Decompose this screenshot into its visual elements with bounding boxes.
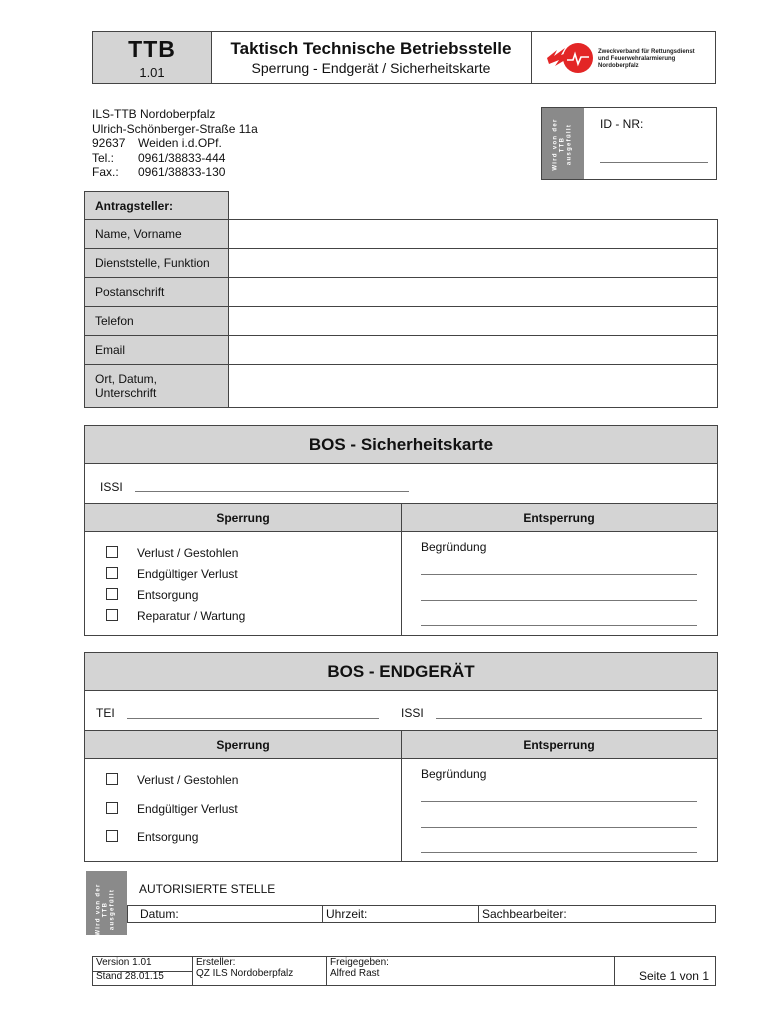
- column-divider: [401, 730, 402, 861]
- card-reason-line[interactable]: [421, 574, 697, 575]
- phone-field[interactable]: [229, 306, 718, 336]
- auth-date-field[interactable]: [128, 906, 323, 922]
- office-use-note: Wird von der TTB ausgefüllt: [95, 883, 116, 936]
- device-option-label: Endgültiger Verlust: [137, 802, 238, 816]
- card-option-checkbox[interactable]: [106, 546, 118, 558]
- footer-approved-cell: [327, 957, 615, 985]
- address-city: Weiden i.d.OPf.: [138, 136, 222, 150]
- office-use-stamp: [542, 108, 584, 179]
- form-version: 1.01: [139, 65, 165, 80]
- card-reason-line[interactable]: [421, 625, 697, 626]
- form-title: Taktisch Technische Betriebsstelle: [230, 39, 512, 58]
- card-issi-field[interactable]: [135, 491, 409, 492]
- name-field[interactable]: [229, 219, 718, 249]
- device-issi-field[interactable]: [436, 718, 702, 719]
- applicant-row-label: Ort, Datum, Unterschrift: [84, 364, 229, 408]
- document-footer: [92, 956, 716, 986]
- auth-time-label: Uhrzeit:: [326, 907, 368, 921]
- address-fax: 0961/38833-130: [138, 165, 226, 179]
- card-unblock-header: Entsperrung: [523, 510, 595, 525]
- device-section: [84, 652, 718, 862]
- address-street: Ulrich-Schönberger-Straße 11a: [92, 121, 258, 136]
- office-use-stamp: [86, 871, 127, 935]
- postal-address-field[interactable]: [229, 277, 718, 307]
- footer-author-cell: [193, 957, 327, 985]
- sender-address: [92, 107, 258, 180]
- email-field[interactable]: [229, 335, 718, 365]
- authorization-title: AUTORISIERTE STELLE: [139, 882, 276, 896]
- device-unblock-header: Entsperrung: [523, 737, 595, 752]
- organization-logo-text: Zweckverband für Rettungsdienst und Feuerwehralarmierung Nordoberpfalz: [598, 49, 695, 69]
- footer-approved-label: Freigegeben:: [330, 957, 389, 968]
- auth-clerk-label: Sachbearbeiter:: [482, 907, 567, 921]
- column-divider: [401, 503, 402, 635]
- device-reason-line[interactable]: [421, 852, 697, 853]
- applicant-row-label: Dienststelle, Funktion: [84, 248, 229, 278]
- card-reason-line[interactable]: [421, 600, 697, 601]
- form-subtitle: Sperrung - Endgerät / Sicherheitskarte: [251, 60, 491, 76]
- card-issi-label: ISSI: [100, 480, 123, 494]
- device-tei-field[interactable]: [127, 718, 379, 719]
- card-option-label: Reparatur / Wartung: [137, 609, 246, 623]
- card-option-checkbox[interactable]: [106, 588, 118, 600]
- device-option-label: Entsorgung: [137, 830, 199, 844]
- auth-date-label: Datum:: [140, 907, 179, 921]
- security-card-section: [84, 425, 718, 636]
- form-code: TTB: [128, 36, 176, 62]
- office-use-note: Wird von der TTB ausgefüllt: [552, 118, 573, 171]
- form-title-box: [211, 31, 532, 84]
- organization-logo-box: [531, 31, 716, 84]
- organization-logo-icon: [545, 40, 595, 76]
- address-org: ILS-TTB Nordoberpfalz: [92, 107, 216, 121]
- card-option-label: Verlust / Gestohlen: [137, 546, 239, 560]
- applicant-row-label: Postanschrift: [84, 277, 229, 307]
- device-title: BOS - ENDGERÄT: [85, 653, 717, 691]
- applicant-row-label: Email: [84, 335, 229, 365]
- device-tei-label: TEI: [96, 706, 115, 720]
- applicant-heading: Antragsteller:: [84, 191, 229, 220]
- card-block-header: Sperrung: [216, 510, 270, 525]
- card-option-label: Entsorgung: [137, 588, 199, 602]
- auth-clerk-field[interactable]: [479, 906, 715, 922]
- device-issi-label: ISSI: [401, 706, 424, 720]
- address-tel-label: Tel.:: [92, 150, 115, 165]
- department-field[interactable]: [229, 248, 718, 278]
- footer-author-label: Ersteller:: [196, 957, 236, 968]
- device-option-checkbox[interactable]: [106, 802, 118, 814]
- device-reason-label: Begründung: [421, 767, 487, 781]
- card-option-checkbox[interactable]: [106, 609, 118, 621]
- place-date-signature-field[interactable]: [229, 364, 718, 408]
- card-reason-label: Begründung: [421, 540, 487, 554]
- footer-page-number: Seite 1 von 1: [638, 969, 709, 983]
- device-option-checkbox[interactable]: [106, 830, 118, 842]
- address-fax-label: Fax.:: [92, 165, 119, 179]
- device-reason-line[interactable]: [421, 827, 697, 828]
- footer-version: Version 1.01: [96, 957, 152, 968]
- id-number-label: ID - NR:: [600, 117, 644, 131]
- address-zip: 92637: [92, 136, 126, 150]
- device-option-label: Verlust / Gestohlen: [137, 773, 239, 787]
- address-tel: 0961/38833-444: [138, 150, 226, 165]
- authorization-fields: [127, 905, 716, 923]
- form-code-box: [92, 31, 212, 84]
- card-option-checkbox[interactable]: [106, 567, 118, 579]
- applicant-row-label: Name, Vorname: [84, 219, 229, 249]
- id-number-box: [541, 107, 717, 180]
- footer-approved: Alfred Rast: [330, 968, 380, 979]
- footer-author: QZ ILS Nordoberpfalz: [196, 968, 294, 979]
- device-block-header: Sperrung: [216, 737, 270, 752]
- applicant-row-label: Telefon: [84, 306, 229, 336]
- footer-date: Stand 28.01.15: [96, 971, 164, 982]
- device-reason-line[interactable]: [421, 801, 697, 802]
- security-card-title: BOS - Sicherheitskarte: [85, 426, 717, 464]
- auth-time-field[interactable]: [323, 906, 479, 922]
- id-number-field[interactable]: [600, 162, 708, 163]
- device-option-checkbox[interactable]: [106, 773, 118, 785]
- footer-divider: [93, 971, 193, 972]
- card-option-label: Endgültiger Verlust: [137, 567, 238, 581]
